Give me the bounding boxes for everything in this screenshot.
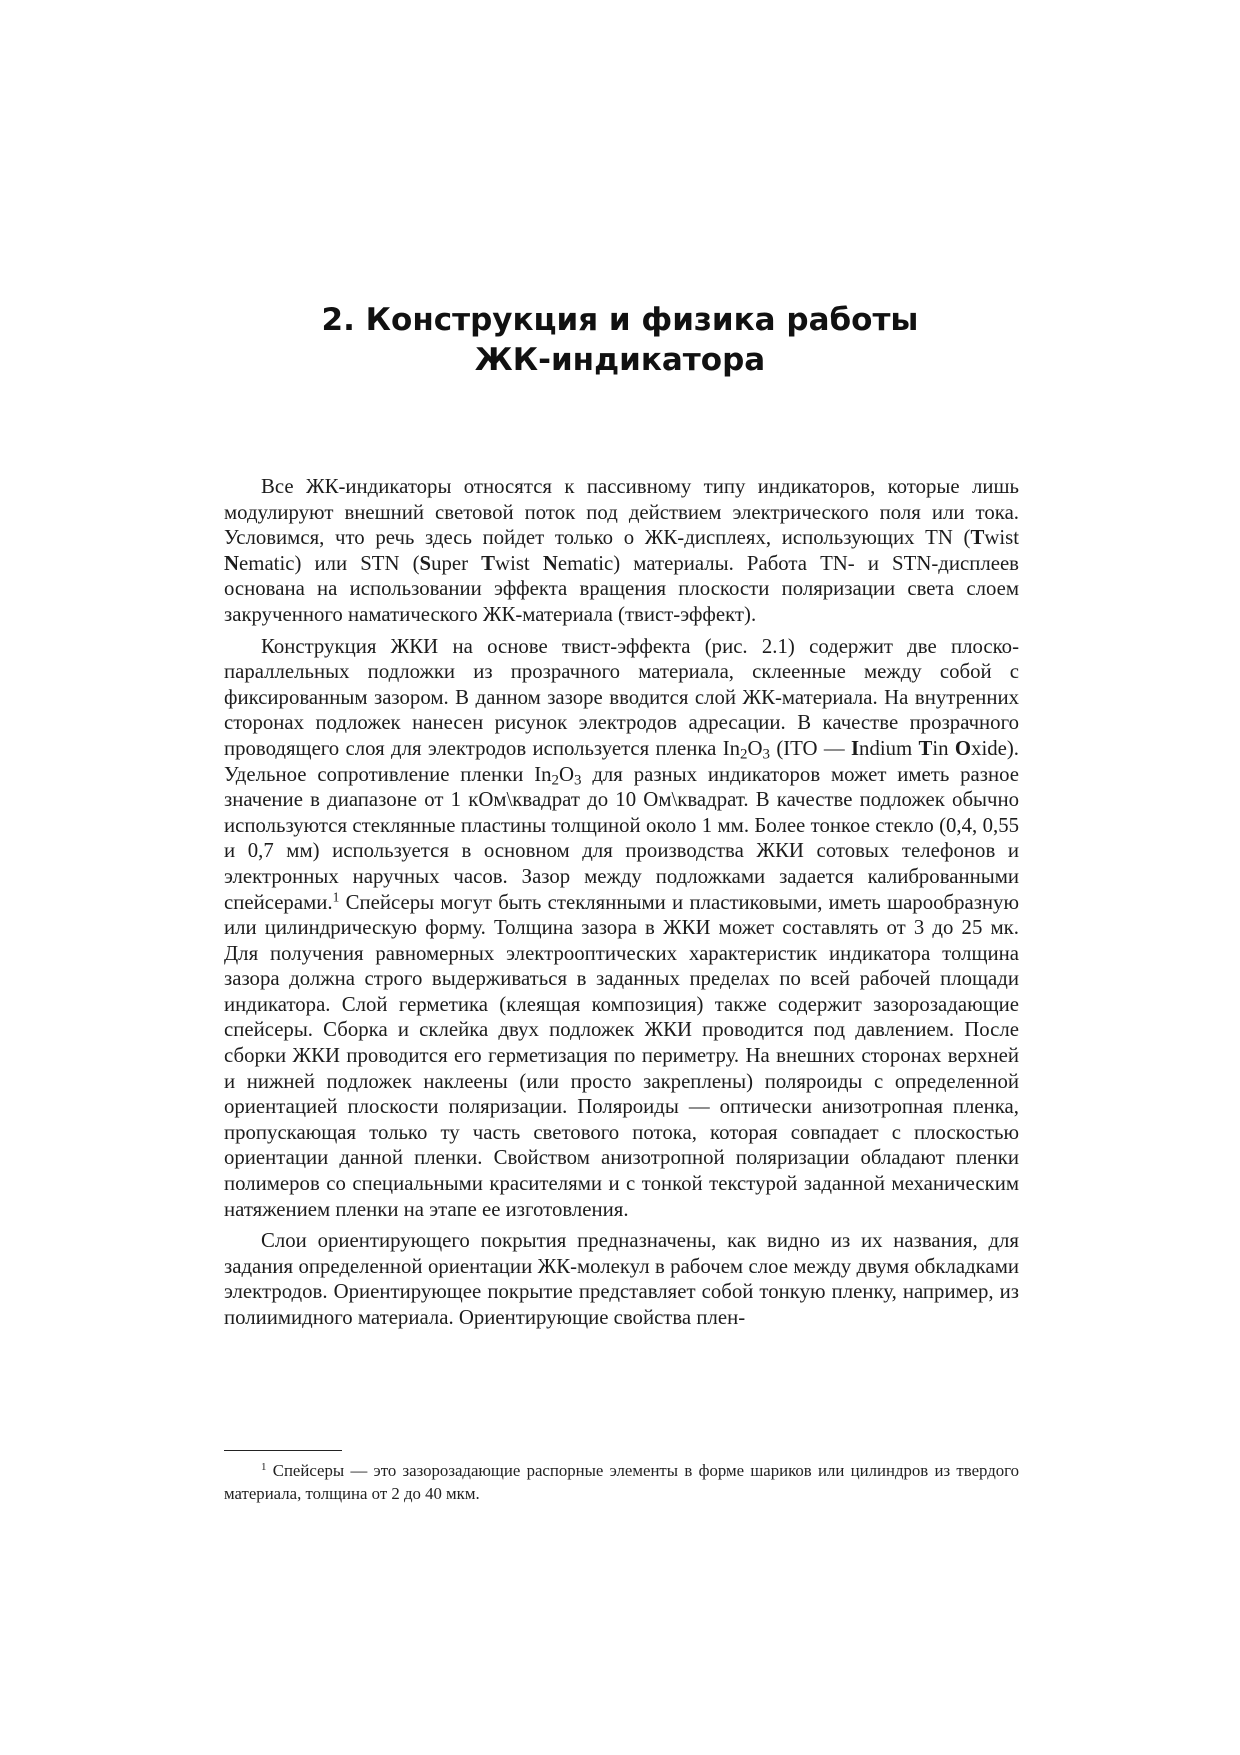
chapter-title-line-2: ЖК-индикатора <box>474 342 766 378</box>
footnote-reference[interactable]: 1 <box>332 889 340 905</box>
p1-text-c: ) материалы. Работа TN- и STN-дисплеев основана на использовании эффекта вращения плоскости поляризации света слоем закрученного наматического ЖК-материала (твист-эффект). <box>224 551 1019 626</box>
p2-ito-ndium: ndium <box>859 736 919 760</box>
p1-text-a: Все ЖК-индикаторы относятся к пассивному типу индикаторов, которые лишь модулируют внешний световой поток под действием электрического поля или тока. Условимся, что речь здесь пойдет только о ЖК-дисплеях, использующих TN ( <box>224 475 1019 550</box>
p1-stn-S: S <box>419 551 432 575</box>
p2-ito-in: in <box>932 736 955 760</box>
p1-tn-N: N <box>224 551 240 575</box>
p2-ito-xide: xide <box>971 736 1007 760</box>
paragraph-3: Слои ориентирующего покрытия предназначены, как видно из их названия, для задания определенной ориентации ЖК-молекул в рабочем слое между двумя обкладками электродов. Ориентирующее покрытие представляет собой тонкую пленку, например, из полиимидного материала. Ориентирующие свойства плен- <box>224 1229 1019 1329</box>
footnote <box>224 1459 1019 1505</box>
p2-ito-O: O <box>954 736 972 760</box>
p1-stn-T: T <box>481 551 496 575</box>
p1-tn-T: T <box>970 526 985 550</box>
p2-text-a: Конструкция ЖКИ на основе твист-эффекта (рис. 2.1) содержит две плоскопараллельных подложки из прозрачного материала, склеенные между собой с фиксированным зазором. В данном зазоре вводится слой ЖК-материала. На внутренних сторонах подложек нанесен рисунок электродов адресации. В качестве прозрачного проводящего слоя для электродов используется пленка In <box>224 634 1019 760</box>
chapter-title <box>0 300 1240 380</box>
p1-tn-ematic: ematic <box>239 551 295 575</box>
p2-subscript: 3 <box>574 772 582 789</box>
p1-stn-uper: uper <box>431 551 482 575</box>
p1-stn-ematic: ematic <box>557 551 614 575</box>
p2-ito-T: T <box>918 736 933 760</box>
footnote-text: Спейсеры — это зазорозадающие распорные элементы в форме шариков или цилиндров из твердого материала, толщина от 2 до 40 мкм. <box>224 1461 1019 1503</box>
p2-ito-I: I <box>850 736 860 760</box>
p2-text-g: Спейсеры могут быть стеклянными и пластиковыми, иметь шарообразную или цилиндрическую форму. Толщина зазора в ЖКИ может составлять от 3 до 25 мк. Для получения равномерных электрооптических характеристик индикатора толщина зазора должна строго выдерживаться в заданных пределах по всей рабочей площади индикатора. Слой герметика (клеящая композиция) также содержит зазорозадающие спейсеры. Сборка и склейка двух подложек ЖКИ проводится под давлением. После сборки ЖКИ проводится его герметизация по периметру. На внешних сторонах верхней и нижней подложек наклеены (или просто закреплены) поляроиды с определенной ориентацией плоскости поляризации. Поляроиды — оптически анизотропная пленка, пропускающая только ту часть светового потока, которая совпадает с плоскостью ориентации данной пленки. Свойством анизотропной поляризации обладают пленки полимеров со специальными красителями и с тонкой текстурой заданной механическим натяжением пленки на этапе ее изготовления. <box>224 890 1019 1221</box>
p1-stn-wist: wist <box>495 551 543 575</box>
body-text <box>224 474 1019 1337</box>
p2-text-d: ). Удельное сопротивление пленки In <box>224 736 1019 786</box>
p2-text-c: (ITO — <box>770 736 851 760</box>
p2-text-b: O <box>747 736 763 760</box>
p2-subscript: 2 <box>740 746 748 763</box>
p2-text-e: O <box>559 762 575 786</box>
p2-subscript: 2 <box>551 772 560 789</box>
footnote-marker: 1 <box>261 1461 267 1473</box>
chapter-title-line-1: 2. Конструкция и физика работы <box>321 302 919 338</box>
p2-text-f: для разных индикаторов может иметь разное значение в диапазоне от 1 кОм\квадрат до 10 Ом\квадрат. В качестве подложек обычно используются стеклянные пластины толщиной около 1 мм. Более тонкое стекло (0,4, 0,55 и 0,7 мм) используется в основном для производства ЖКИ сотовых телефонов и электронных наручных часов. Зазор между подложками задается калиброванными спейсерами. <box>224 762 1019 914</box>
p1-stn-N: N <box>542 551 558 575</box>
p1-text-b: ) или STN ( <box>294 551 420 575</box>
paragraph-1 <box>224 474 1019 628</box>
p1-tn-wist: wist <box>984 526 1019 550</box>
footnote-divider <box>224 1450 342 1451</box>
paragraph-2 <box>224 634 1019 1223</box>
p2-subscript: 3 <box>762 746 771 763</box>
